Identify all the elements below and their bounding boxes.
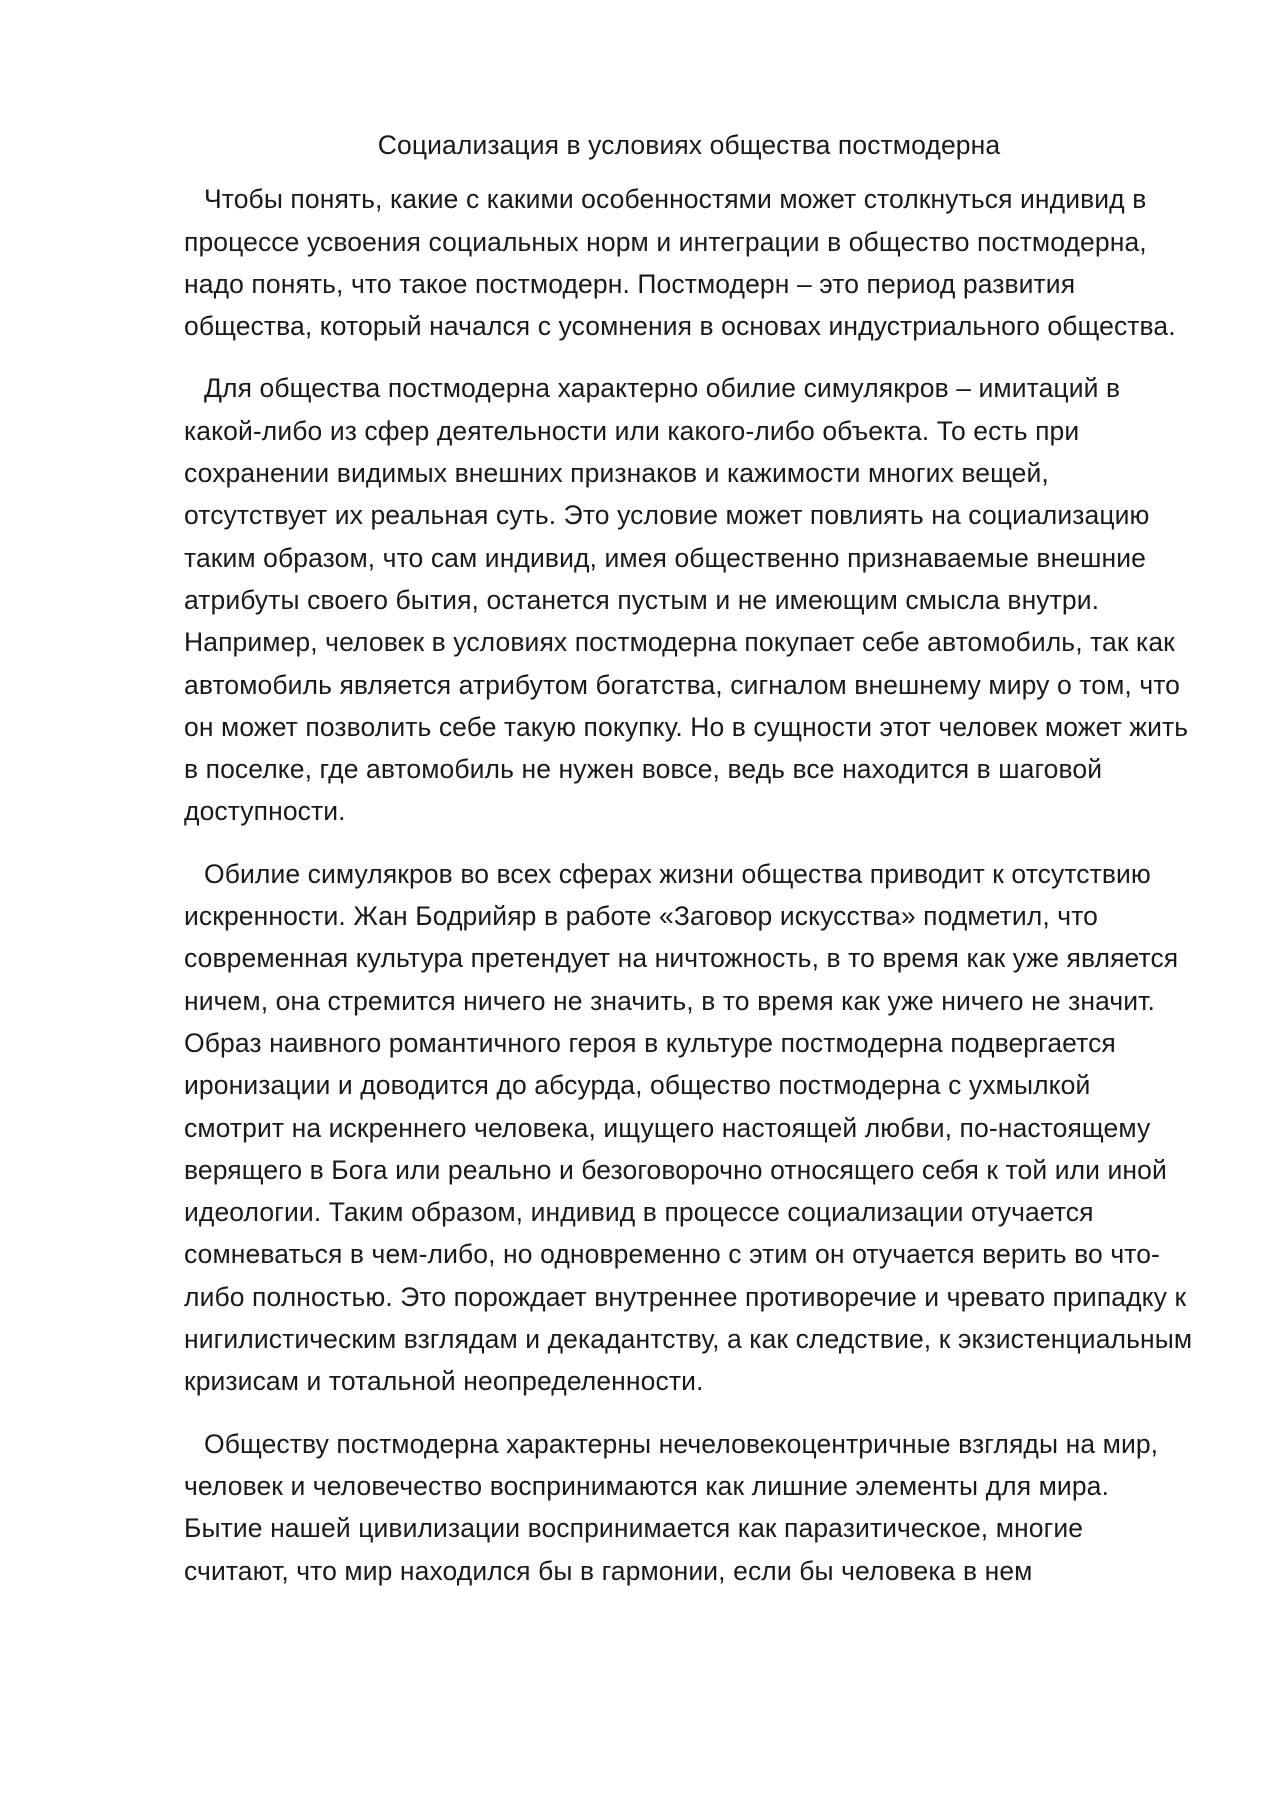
paragraph: Обилие симулякров во всех сферах жизни общества приводит к отсутствию искренности. Жан Бодрийяр в работе «Заговор искусства» подметил, что современная культура претендует на ничтожность, в то время как уже является ничем, она стремится ничего не значить, в то время как уже ничего не значит. Образ наивного романтичного героя в культуре постмодерна подвергается иронизации и доводится до абсурда, общество постмодерна с ухмылкой смотрит на искреннего человека, ищущего настоящей любви, по-настоящему верящего в Бога или реально и безоговорочно относящего себя к той или иной идеологии. Таким образом, индивид в процессе социализации отучается сомневаться в чем-либо, но одновременно с этим он отучается верить во что-либо полностью. Это порождает внутреннее противоречие и чревато припадку к нигилистическим взглядам и декадантству, а как следствие, к экзистенциальным кризисам и тотальной неопределенности. [184, 858, 1193, 1397]
document-title: Социализация в условиях общества постмодерна [377, 130, 1001, 160]
document-page [184, 124, 1194, 1612]
paragraph: Для общества постмодерна характерно обилие симулякров – имитаций в какой-либо из сфер деятельности или какого-либо объекта. То есть при сохранении видимых внешних признаков и кажимости многих вещей, отсутствует их реальная суть. Это условие может повлиять на социализацию таким образом, что сам индивид, имея общественно признаваемые внешние атрибуты своего бытия, останется пустым и не имеющим смысла внутри. Например, человек в условиях постмодерна покупает себе автомобиль, так как автомобиль является атрибутом богатства, сигналом внешнему миру о том, что он может позволить себе такую покупку. Но в сущности этот человек может жить в поселке, где автомобиль не нужен вовсе, ведь все находится в шаговой доступности. [184, 373, 1189, 827]
paragraph: Обществу постмодерна характерны нечеловекоцентричные взгляды на мир, человек и человечество воспринимаются как лишние элементы для мира. Бытие нашей цивилизации воспринимается как паразитическое, многие считают, что мир находился бы в гармонии, если бы человека в нем [184, 1428, 1159, 1586]
paragraph: Чтобы понять, какие с какими особенностями может столкнуться индивид в процессе усвоения социальных норм и интеграции в общество постмодерна, надо понять, что такое постмодерн. Постмодерн – это период развития общества, который начался с усомнения в основах индустриального общества. [184, 184, 1176, 342]
